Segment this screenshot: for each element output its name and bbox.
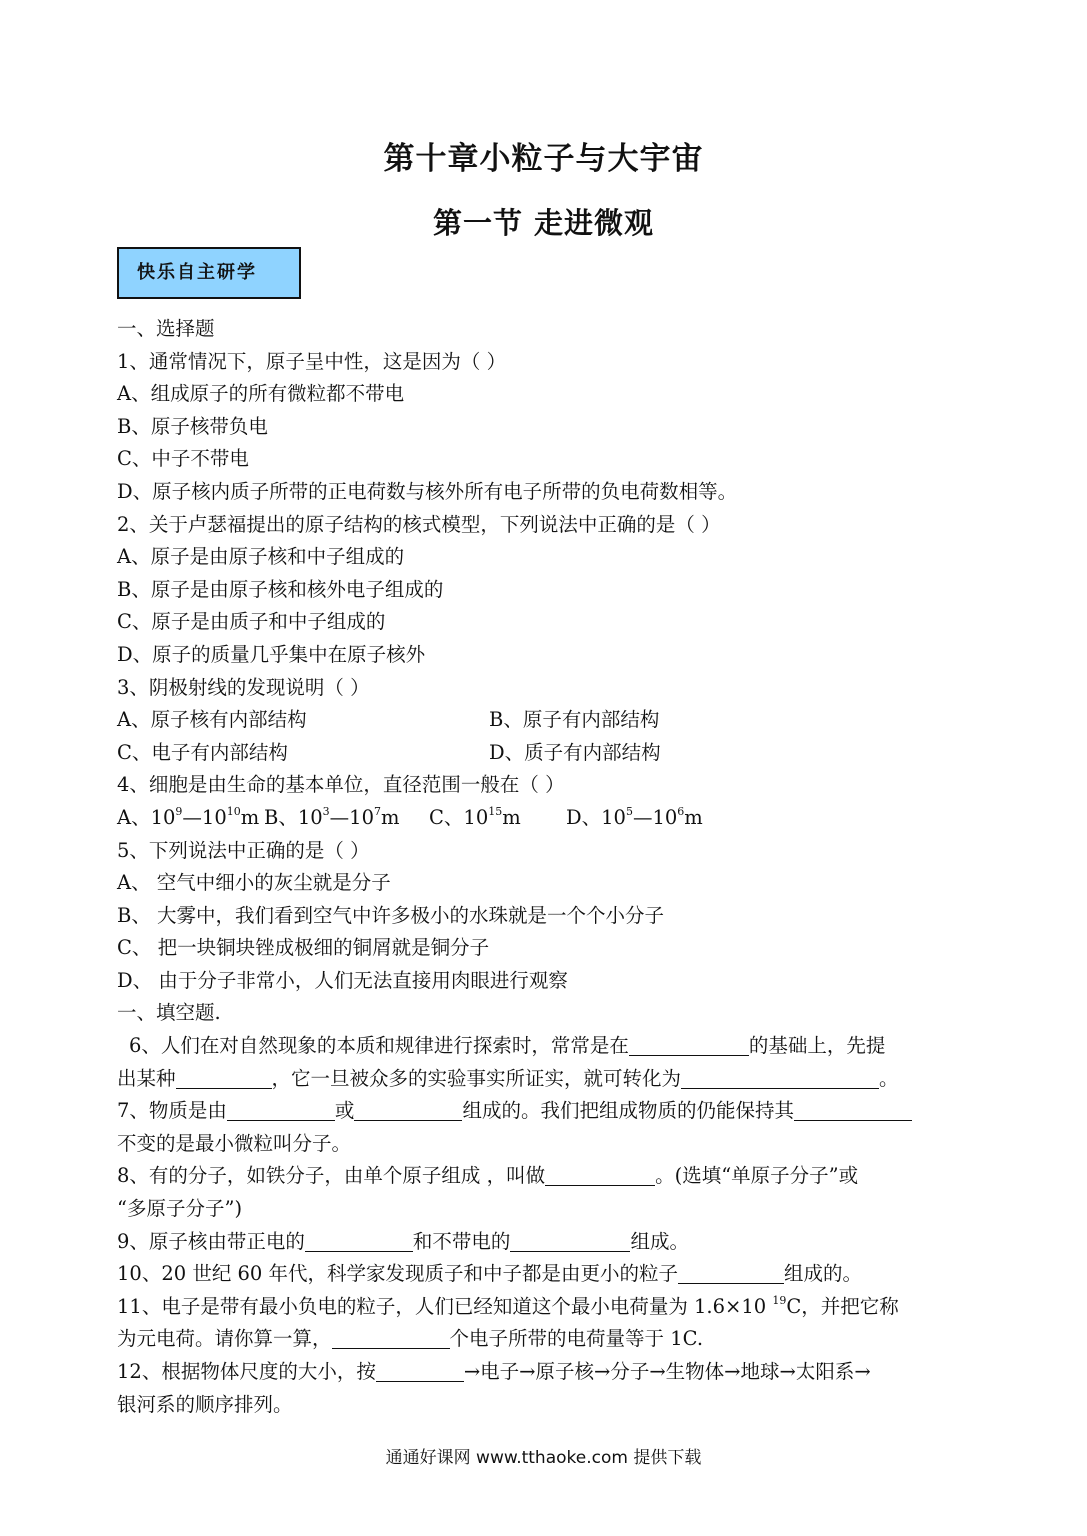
question-4-stem: 4、细胞是由生命的基本单位，直径范围一般在（ ） [117,773,565,797]
answer-blank[interactable] [354,1096,462,1121]
question-2-option-c: C、原子是由质子和中子组成的 [117,610,386,634]
question-1-option-d: D、原子核内质子所带的正电荷数与核外所有电子所带的负电荷数相等。 [117,479,738,503]
question-4-option-c: C、$10^{15}m$ [429,804,521,829]
question-3-option-d: D、质子有内部结构 [489,740,661,764]
answer-blank[interactable] [510,1227,630,1252]
question-8-line-1: 8、有的分子，如铁分子，由单个原子组成 ，叫做 。(选填“单原子分子”或 [117,1160,972,1193]
question-11-line-1: 11、电子是带有最小负电的粒子，人们已经知道这个最小电荷量为 1.6×10 $^{19}$C，并把它称 [117,1293,899,1318]
question-7-line-2: 不变的是最小微粒叫分子。 [117,1131,352,1155]
question-5-option-a: A、 空气中细小的灰尘就是分子 [117,871,391,895]
question-4-option-a: A、$10^9—10^{10}m$ [117,804,260,829]
question-6-line-1: 6、人们在对自然现象的本质和规律进行探索时，常常是在 的基础上，先提 [117,1030,972,1063]
answer-blank[interactable] [332,1324,450,1349]
question-2-option-b: B、原子是由原子核和核外电子组成的 [117,577,444,601]
question-1-option-c: C、中子不带电 [117,447,249,471]
question-3-options-row-2 [117,737,972,770]
question-4-option-d: D、$10^5—10^6m$ [566,804,703,829]
question-3-options-row-1 [117,704,972,737]
answer-blank[interactable] [545,1161,655,1186]
question-6-line-2: 出某种 ，它一旦被众多的实验事实所证实，就可转化为 。 [117,1063,972,1096]
question-3-stem: 3、阴极射线的发现说明（ ） [117,675,370,699]
question-8-line-2: “多原子分子”) [117,1197,243,1221]
chapter-title: 第十章小粒子与大宇宙 [383,141,704,177]
section-heading: 一、选择题 [117,317,215,340]
question-5-option-b: B、 大雾中，我们看到空气中许多极小的水珠就是一个个小分子 [117,903,665,927]
answer-blank[interactable] [376,1357,464,1382]
question-1-option-b: B、原子核带负电 [117,414,268,438]
question-4-option-b: B、$10^3—10^7m$ [264,804,400,829]
question-5-option-d: D、 由于分子非常小，人们无法直接用肉眼进行观察 [117,968,568,992]
question-4-options [117,802,972,835]
answer-blank[interactable] [305,1227,413,1252]
worksheet-body [117,313,972,1421]
answer-blank[interactable] [794,1096,912,1121]
question-12-line-1: 12、根据物体尺度的大小，按 →电子→原子核→分子→生物体→地球→太阳系→ [117,1356,972,1389]
section-title: 第一节 走进微观 [432,206,655,240]
question-5-stem: 5、下列说法中正确的是（ ） [117,838,370,862]
question-3-option-c: C、电子有内部结构 [117,740,288,764]
question-12-line-2: 银河系的顺序排列。 [117,1392,293,1416]
answer-blank[interactable] [176,1064,272,1089]
question-1-stem: 1、通常情况下，原子呈中性，这是因为（ ） [117,349,507,373]
answer-blank[interactable] [629,1031,749,1056]
study-badge: 快乐自主研学 [117,247,301,299]
question-2-option-d: D、原子的质量几乎集中在原子核外 [117,642,426,666]
question-1-option-a: A、组成原子的所有微粒都不带电 [117,382,405,406]
question-7-line-1: 7、物质是由 或 组成的。我们把组成物质的仍能保持其 [117,1095,972,1128]
question-2-option-a: A、原子是由原子核和中子组成的 [117,545,405,569]
question-3-option-b: B、原子有内部结构 [489,708,660,732]
question-2-stem: 2、关于卢瑟福提出的原子结构的核式模型，下列说法中正确的是（ ） [117,512,721,536]
footer-credit: 通通好课网 www.tthaoke.com 提供下载 [385,1448,702,1468]
question-9: 9、原子核由带正电的 和不带电的 组成。 [117,1226,972,1259]
section-heading-fill-in: 一、填空题. [117,1001,221,1025]
answer-blank[interactable] [681,1064,879,1089]
question-11-line-2: 为元电荷。请你算一算， 个电子所带的电荷量等于 1C. [117,1323,972,1356]
question-10: 10、20 世纪 60 年代，科学家发现质子和中子都是由更小的粒子 组成的。 [117,1258,972,1291]
answer-blank[interactable] [678,1259,784,1284]
question-3-option-a: A、原子核有内部结构 [117,708,307,732]
answer-blank[interactable] [227,1096,335,1121]
question-5-option-c: C、 把一块铜块锉成极细的铜屑就是铜分子 [117,936,490,960]
